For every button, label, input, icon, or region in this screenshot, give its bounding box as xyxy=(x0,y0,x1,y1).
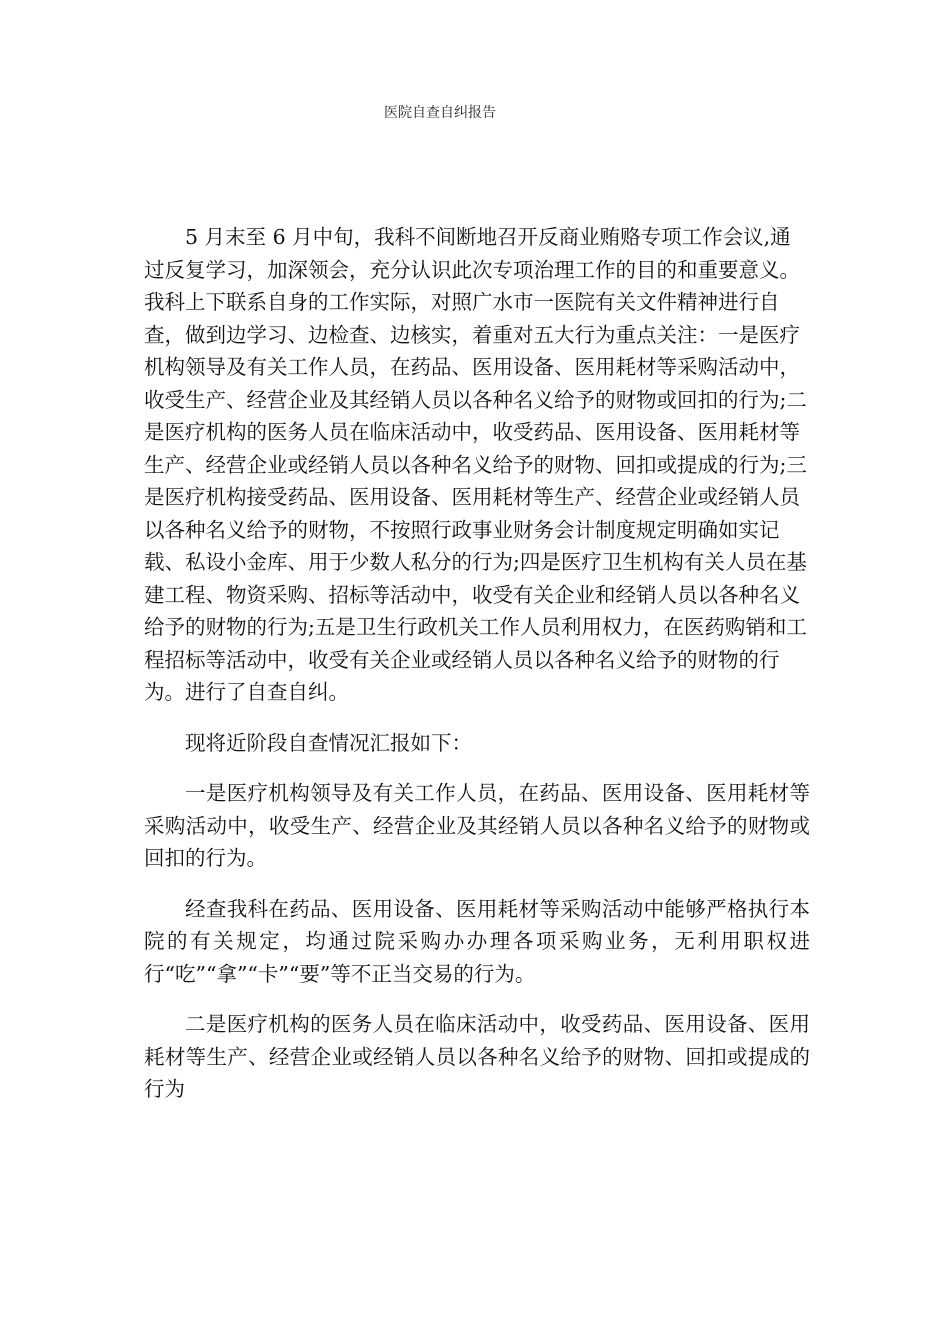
paragraph-item-one: 一是医疗机构领导及有关工作人员，在药品、医用设备、医用耗材等采购活动中，收受生产、经营企业及其经销人员以各种名义给予的财物或回扣的行为。 xyxy=(144,781,810,870)
paragraph-item-one-finding: 经查我科在药品、医用设备、医用耗材等采购活动中能够严格执行本院的有关规定，均通过院采购办办理各项采购业务，无利用职权进行“吃”“拿”“卡”“要”等不正当交易的行为。 xyxy=(144,896,810,986)
paragraph-item-two: 二是医疗机构的医务人员在临床活动中，收受药品、医用设备、医用耗材等生产、经营企业或经销人员以各种名义给予的财物、回扣或提成的行为 xyxy=(144,1012,810,1101)
document-body xyxy=(144,221,810,1124)
document-title: 医院自查自纠报告 xyxy=(384,105,496,121)
paragraph-report-lead: 现将近阶段自查情况汇报如下： xyxy=(185,730,472,755)
paragraph-intro: 5 月末至 6 月中旬，我科不间断地召开反商业贿赂专项工作会议,通过反复学习，加深领会，充分认识此次专项治理工作的目的和重要意义。我科上下联系自身的工作实际，对照广水市一医院有关文件精神进行自查，做到边学习、边检查、边核实，着重对五大行为重点关注：一是医疗机构领导及有关工作人员，在药品、医用设备、医用耗材等采购活动中，收受生产、经营企业及其经销人员以各种名义给予的财物或回扣的行为;二是医疗机构的医务人员在临床活动中，收受药品、医用设备、医用耗材等生产、经营企业或经销人员以各种名义给予的财物、回扣或提成的行为;三是医疗机构接受药品、医用设备、医用耗材等生产、经营企业或经销人员以各种名义给予的财物，不按照行政事业财务会计制度规定明确如实记载、私设小金库、用于少数人私分的行为;四是医疗卫生机构有关人员在基建工程、物资采购、招标等活动中，收受有关企业和经销人员以各种名义给予的财物的行为;五是卫生行政机关工作人员利用权力，在医药购销和工程招标等活动中，收受有关企业或经销人员以各种名义给予的财物的行为。进行了自查自纠。 xyxy=(144,225,807,704)
